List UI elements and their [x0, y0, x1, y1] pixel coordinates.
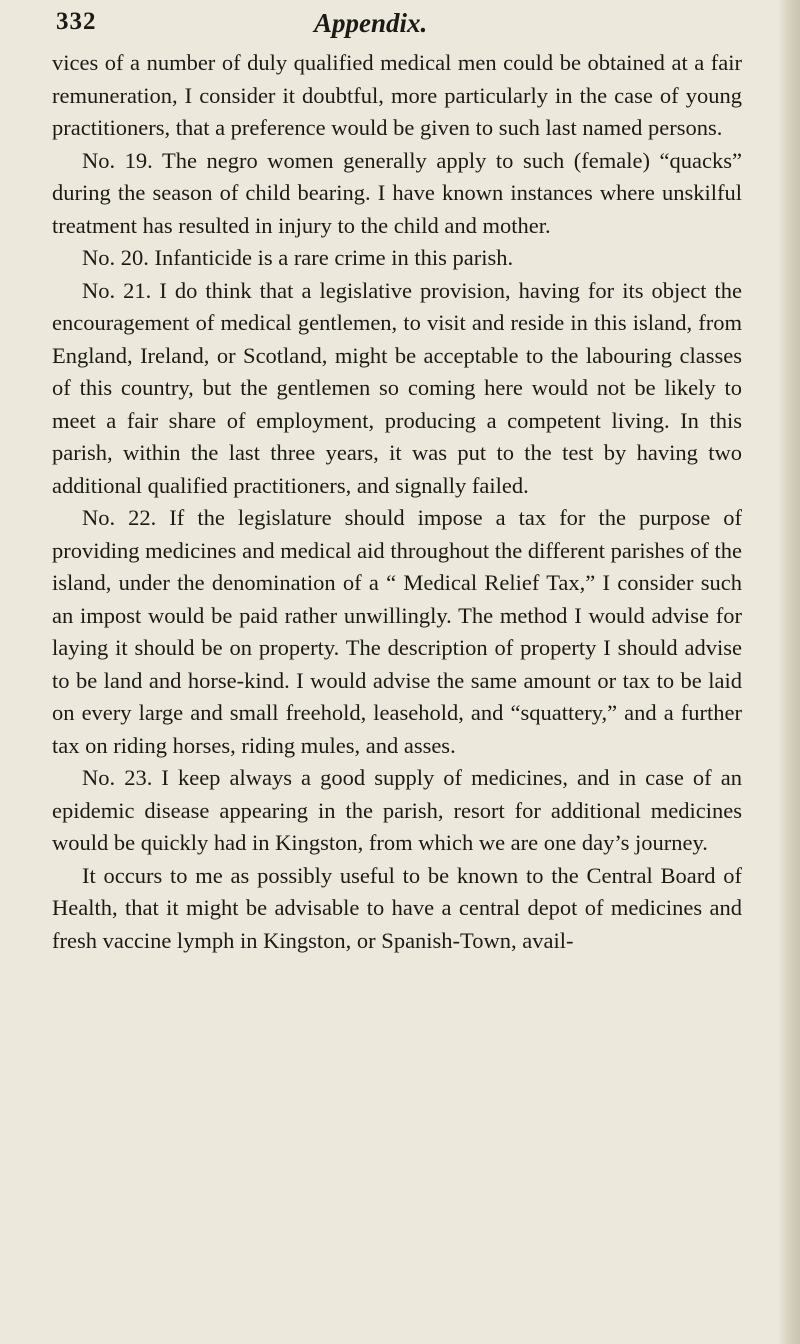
body-text	[52, 47, 742, 957]
paragraph-answer-21: No. 21. I do think that a legislative provision, having for its object the encouragement of medical gentlemen, to visit and reside in this island, from England, Ireland, or Scotland, might be acceptable to the labouring classes of this country, but the gentlemen so coming here would not be likely to meet a fair share of employment, producing a competent living. In this parish, within the last three years, it was put to the test by having two additional qualified practitioners, and signally failed.	[52, 277, 742, 498]
paragraph-answer-23: No. 23. I keep always a good supply of medicines, and in case of an epidemic disease appearing in the parish, resort for additional medicines would be quickly had in Kingston, from which we are one day’s journey.	[52, 765, 742, 855]
paragraph-continuation: vices of a number of duly qualified medical men could be obtained at a fair remuneration, I consider it doubtful, more particularly in the case of young practitioners, that a preference would be given to such last named persons.	[52, 50, 742, 140]
paragraph-answer-20: No. 20. Infanticide is a rare crime in this parish.	[82, 245, 514, 270]
paragraph-answer-19: No. 19. The negro women generally apply to such (female) “quacks” during the season of child bearing. I have known instances where unskilful treatment has resulted in injury to the child and mother.	[52, 147, 742, 238]
running-head	[56, 8, 746, 48]
running-title: Appendix.	[314, 8, 428, 38]
page-edge	[778, 0, 800, 1344]
page-number: 332	[56, 8, 97, 35]
paragraph-closing-note: It occurs to me as possibly useful to be known to the Central Board of Health, that it might be advisable to have a central depot of medicines and fresh vaccine lymph in Kingston, or Spanish-Town, avail-	[52, 862, 742, 953]
paragraph-answer-22: No. 22. If the legislature should impose a tax for the purpose of providing medicines and medical aid throughout the different parishes of the island, under the denomination of a “ Medical Relief Tax,” I consider such an impost would be paid rather unwillingly. The method I would advise for laying it should be on property. The description of property I should advise to be land and horse-kind. I would advise the same amount or tax to be laid on every large and small freehold, leasehold, and “squattery,” and a further tax on riding horses, riding mules, and asses.	[52, 505, 742, 758]
